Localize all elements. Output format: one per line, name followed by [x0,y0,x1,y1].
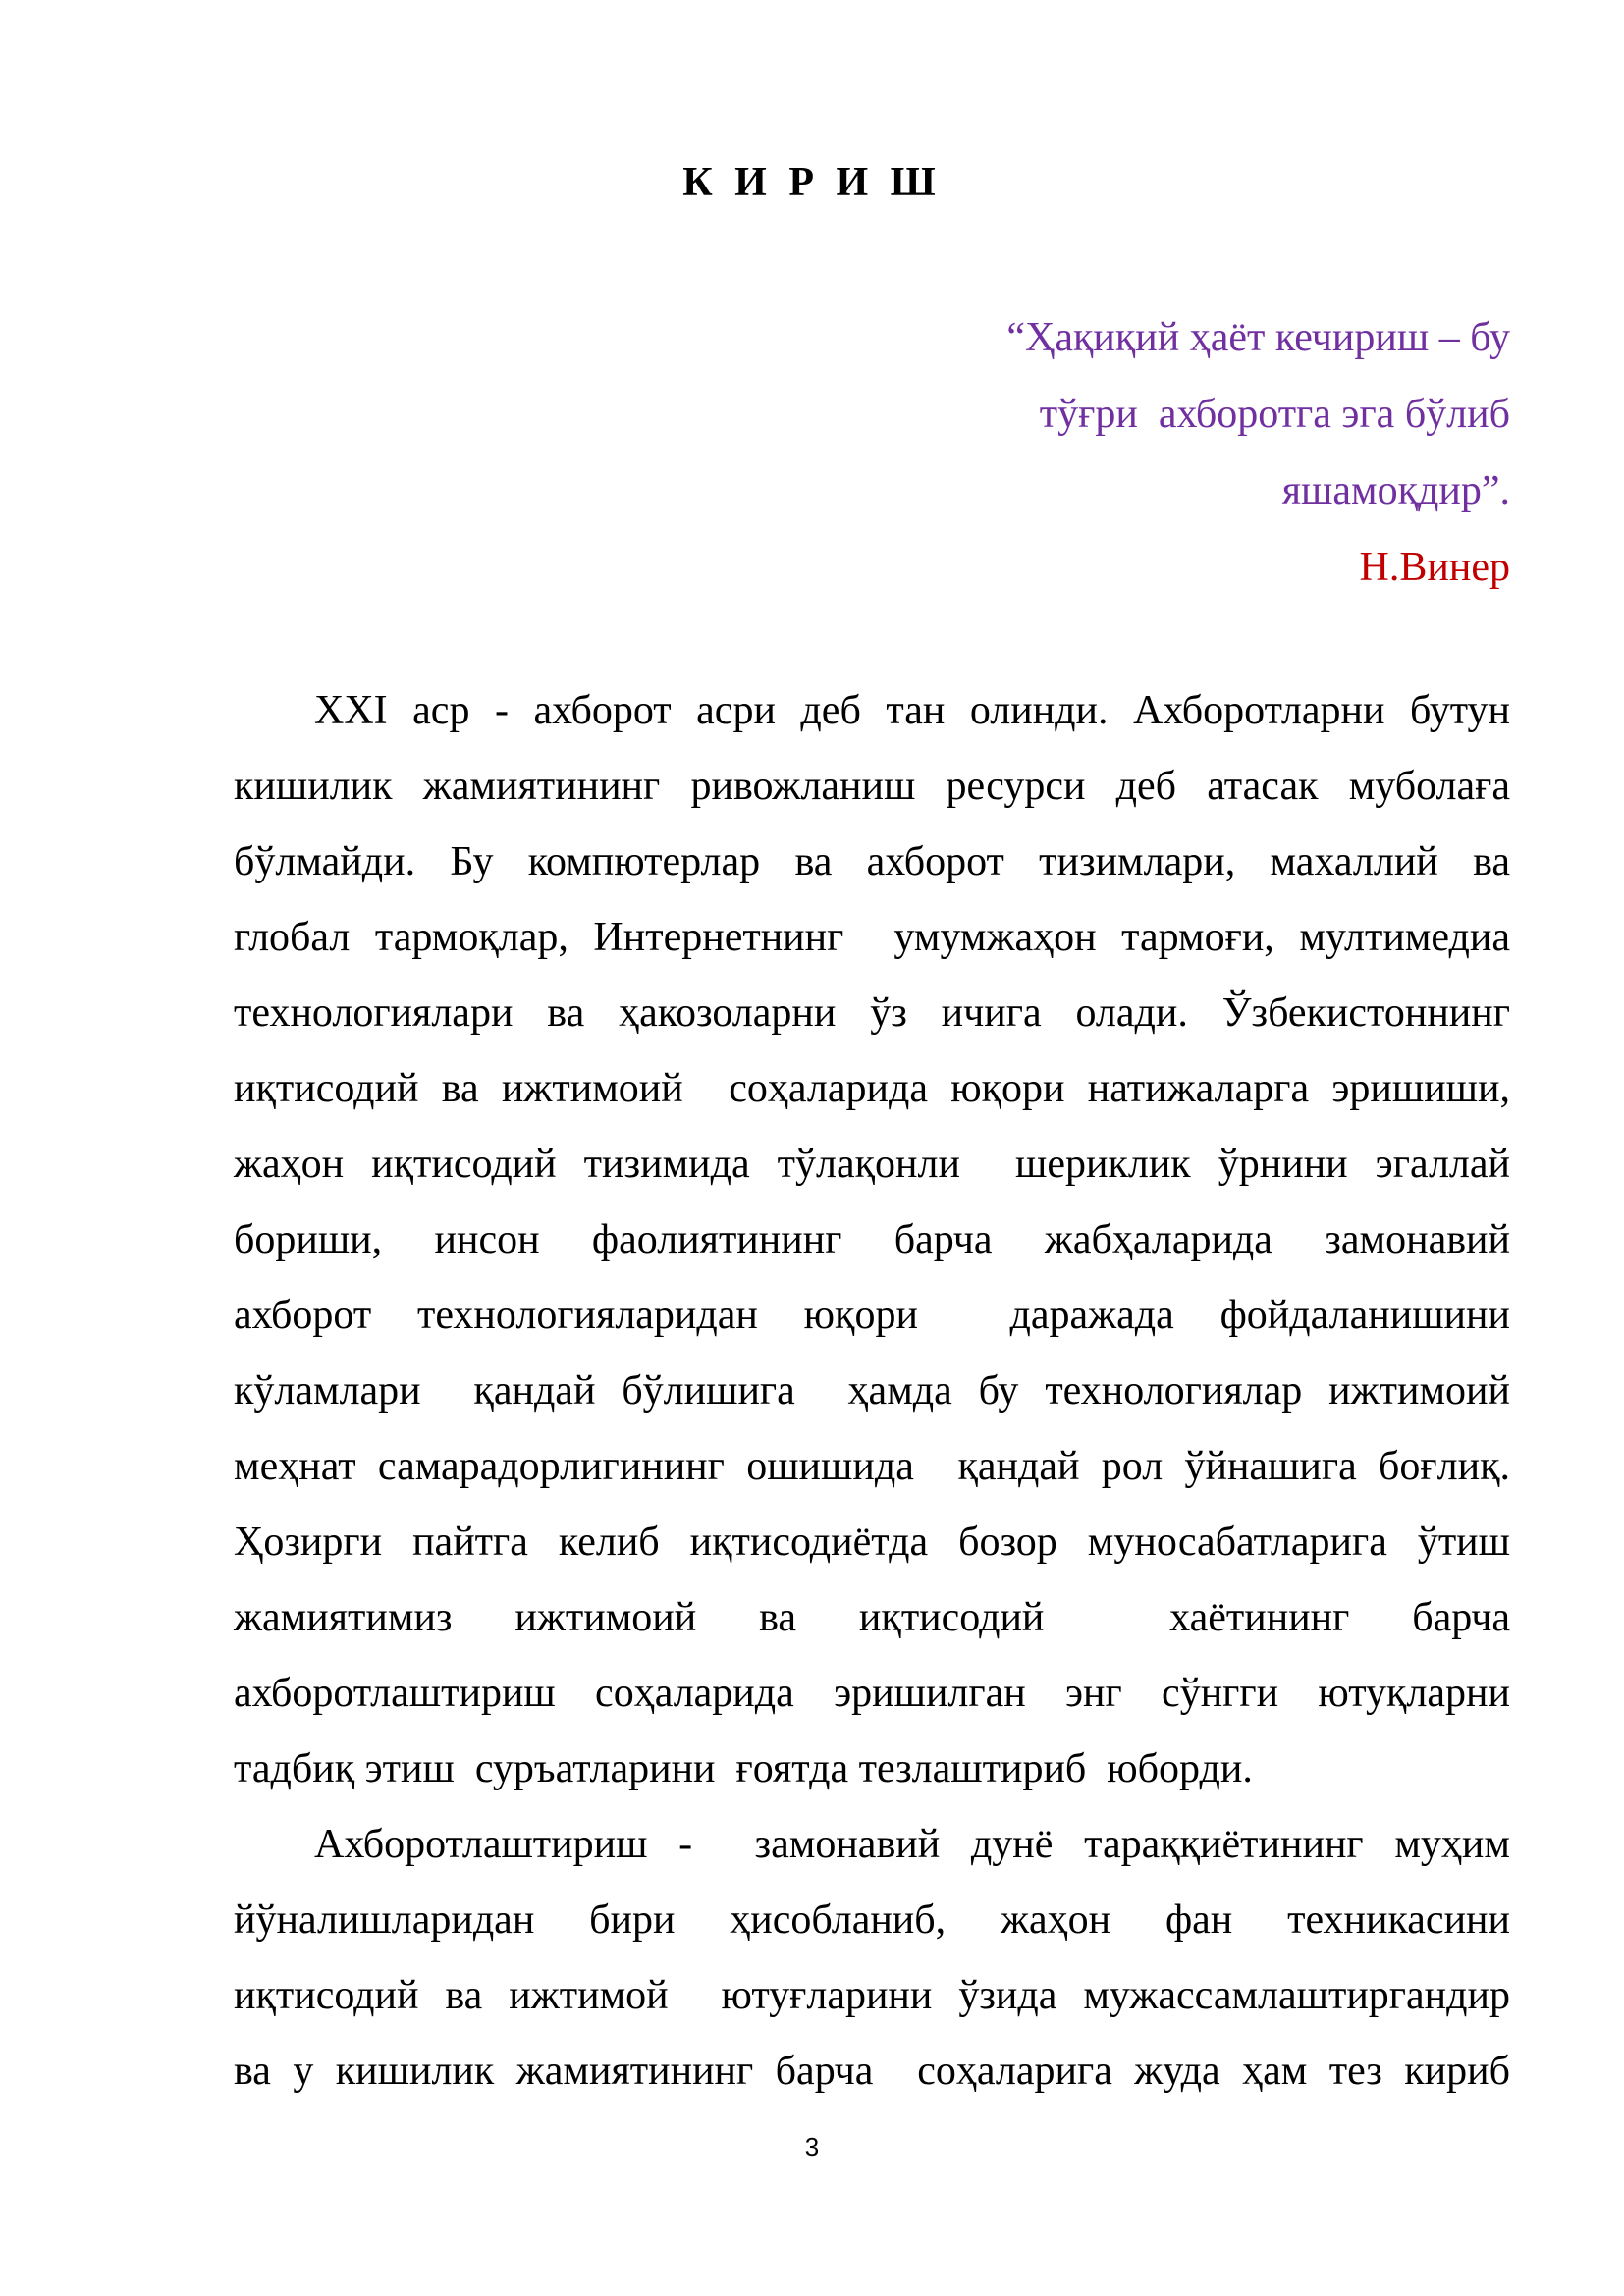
paragraph-1 [234,673,1510,1807]
paragraph-line: йўналишларидан бири ҳисобланиб, жаҳон фан техникасини [234,1897,1510,1943]
paragraph-line: бўлмайди. Бу компютерлар ва ахборот тизимлари, махаллий ва [234,839,1510,884]
paragraph-line: иқтисодий ва ижтимоий соҳаларида юқори натижаларга эришиши, [234,1066,1510,1111]
paragraph-line: жаҳон иқтисодий тизимида тўлақонли шериклик ўрнини эгаллай [234,1142,1510,1187]
paragraph-line: ахборотлаштириш соҳаларида эришилган энг сўнгги ютуқларни [234,1671,1510,1716]
paragraph-line: меҳнат самарадорлигининг ошишида қандай рол ўйнашига боғлиқ. [234,1444,1510,1489]
section-heading: К И Р И Ш [682,160,942,205]
epigraph-author: Н.Винер [1359,545,1510,590]
paragraph-line: Ахборотлаштириш - замонавий дунё тараққиётининг муҳим [314,1822,1510,1867]
paragraph-line: технологиялари ва ҳакозоларни ўз ичига олади. Ўзбекистоннинг [234,990,1510,1036]
epigraph-line: тўғри ахборотга эга бўлиб [1039,392,1510,437]
paragraph-line: ва у кишилик жамиятининг барча соҳаларига жуда ҳам тез кириб [234,2049,1510,2094]
epigraph-line: яшамоқдир”. [1281,468,1510,513]
paragraph-line: ахборот технологияларидан юқори даражада фойдаланишини [234,1293,1510,1338]
epigraph [626,299,1510,606]
paragraph-line: иқтисодий ва ижтимой ютуғларини ўзида мужассамлаштиргандир [234,1973,1510,2018]
body-text [234,673,1510,2109]
paragraph-line: XXI аср - ахборот асри деб тан олинди. Ахборотларни бутун [314,688,1510,733]
paragraph-line: кишилик жамиятининг ривожланиш ресурси деб атасак муболаға [234,764,1510,809]
paragraph-line: тадбиқ этиш суръатларини ғоятда тезлаштириб юборди. [234,1746,1253,1791]
page-number: 3 [804,2132,820,2162]
paragraph-line: жамиятимиз ижтимоий ва иқтисодий хаётининг барча [234,1595,1510,1640]
epigraph-line: “Ҳақиқий ҳаёт кечириш – бу [1006,315,1510,360]
paragraph-line: Ҳозирги пайтга келиб иқтисодиётда бозор муносабатларига ўтиш [234,1520,1510,1565]
paragraph-line: глобал тармоқлар, Интернетнинг умумжаҳон тармоғи, мултимедиа [234,915,1510,960]
paragraph-2 [234,1807,1510,2109]
paragraph-line: кўламлари қандай бўлишига ҳамда бу технологиялар ижтимоий [234,1368,1510,1414]
paragraph-line: бориши, инсон фаолиятининг барча жабҳаларида замонавий [234,1217,1510,1262]
